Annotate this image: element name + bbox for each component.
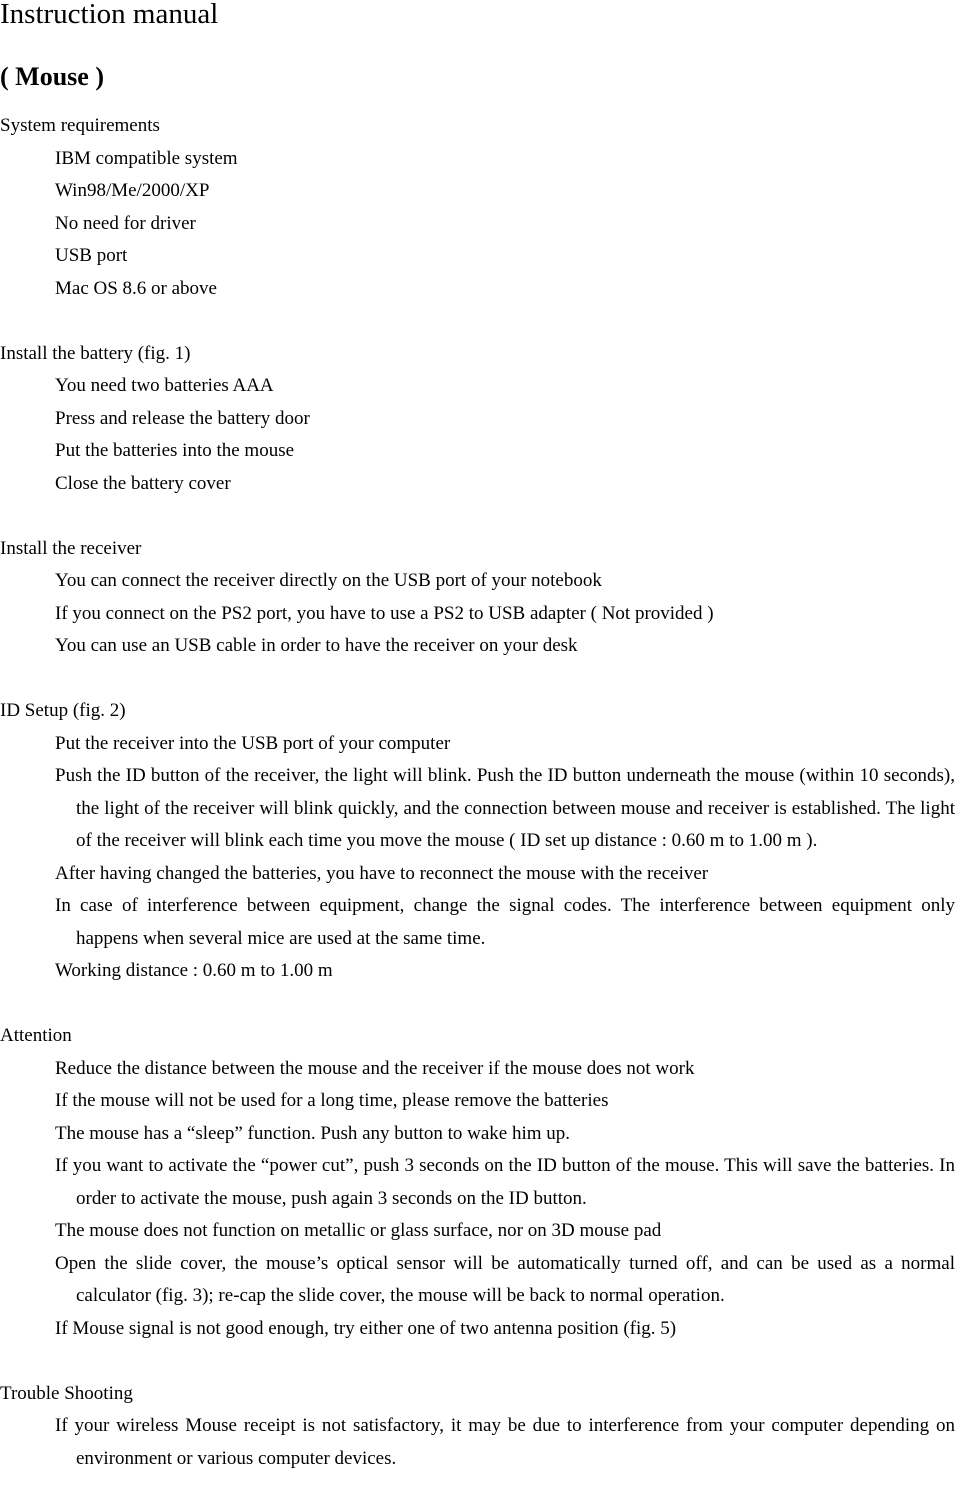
list-item: You need two batteries AAA bbox=[55, 375, 274, 396]
section-heading: Install the battery (fig. 1) bbox=[0, 342, 191, 364]
section-heading: Install the receiver bbox=[0, 537, 142, 559]
list-item: Reduce the distance between the mouse and the receiver if the mouse does not work bbox=[55, 1057, 695, 1079]
list-item: If you want to activate the “power cut”, push 3 seconds on the ID button of the mouse. This will save the batteries. In order to activate the mouse, push again 3 seconds on the ID button. bbox=[55, 1155, 955, 1209]
list-item: You can connect the receiver directly on the USB port of your notebook bbox=[55, 570, 602, 591]
section bbox=[0, 110, 956, 305]
list-item: If the mouse will not be used for a long time, please remove the batteries bbox=[55, 1090, 609, 1111]
section-item-list bbox=[0, 1410, 956, 1475]
section-item-list bbox=[0, 565, 956, 663]
section-heading: System requirements bbox=[0, 115, 160, 136]
section bbox=[0, 1378, 956, 1476]
list-item: Close the battery cover bbox=[55, 472, 231, 494]
section-item-list bbox=[0, 370, 956, 500]
list-item: No need for driver bbox=[55, 212, 196, 234]
list-item: USB port bbox=[55, 245, 128, 266]
list-item: Working distance : 0.60 m to 1.00 m bbox=[55, 960, 333, 981]
sections-container bbox=[0, 110, 956, 1508]
section bbox=[0, 695, 956, 988]
section-item-list bbox=[0, 728, 956, 988]
list-item: If you connect on the PS2 port, you have to use a PS2 to USB adapter ( Not provided ) bbox=[55, 602, 714, 624]
section bbox=[0, 1020, 956, 1345]
list-item: Push the ID button of the receiver, the light will blink. Push the ID button underneath the mouse (within 10 seconds), the light of the receiver will blink quickly, and the connection between mouse and receiver is established. The light of the receiver will blink each time you move the mouse ( ID set up distance : 0.60 m to 1.00 m ). bbox=[55, 765, 955, 851]
list-item: If Mouse signal is not good enough, try either one of two antenna position (fig. 5) bbox=[55, 1317, 677, 1339]
section-heading: Trouble Shooting bbox=[0, 1382, 133, 1404]
section-item-list bbox=[0, 143, 956, 306]
section-heading: Attention bbox=[0, 1025, 72, 1046]
section bbox=[0, 533, 956, 663]
list-item: After having changed the batteries, you have to reconnect the mouse with the receiver bbox=[55, 862, 709, 884]
document-title: Instruction manual bbox=[0, 0, 219, 30]
list-item: IBM compatible system bbox=[55, 147, 238, 169]
list-item: Put the batteries into the mouse bbox=[55, 440, 295, 461]
document-subtitle: ( Mouse ) bbox=[0, 62, 104, 91]
list-item: Put the receiver into the USB port of your computer bbox=[55, 732, 451, 754]
list-item: In case of interference between equipment, change the signal codes. The interference between equipment only happens when several mice are used at the same time. bbox=[55, 895, 955, 949]
list-item: Press and release the battery door bbox=[55, 407, 310, 429]
section-item-list bbox=[0, 1053, 956, 1346]
list-item: Mac OS 8.6 or above bbox=[55, 277, 217, 299]
list-item: Win98/Me/2000/XP bbox=[55, 180, 210, 201]
list-item: The mouse does not function on metallic or glass surface, nor on 3D mouse pad bbox=[55, 1220, 662, 1241]
section-heading: ID Setup (fig. 2) bbox=[0, 700, 126, 721]
list-item: Open the slide cover, the mouse’s optical sensor will be automatically turned off, and can be used as a normal calculator (fig. 3); re-cap the slide cover, the mouse will be back to normal operation. bbox=[55, 1252, 955, 1306]
list-item: You can use an USB cable in order to have the receiver on your desk bbox=[55, 635, 578, 656]
section bbox=[0, 338, 956, 501]
list-item: If your wireless Mouse receipt is not satisfactory, it may be due to interference from your computer depending on environment or various computer devices. bbox=[55, 1415, 955, 1469]
list-item: The mouse has a “sleep” function. Push any button to wake him up. bbox=[55, 1122, 571, 1144]
